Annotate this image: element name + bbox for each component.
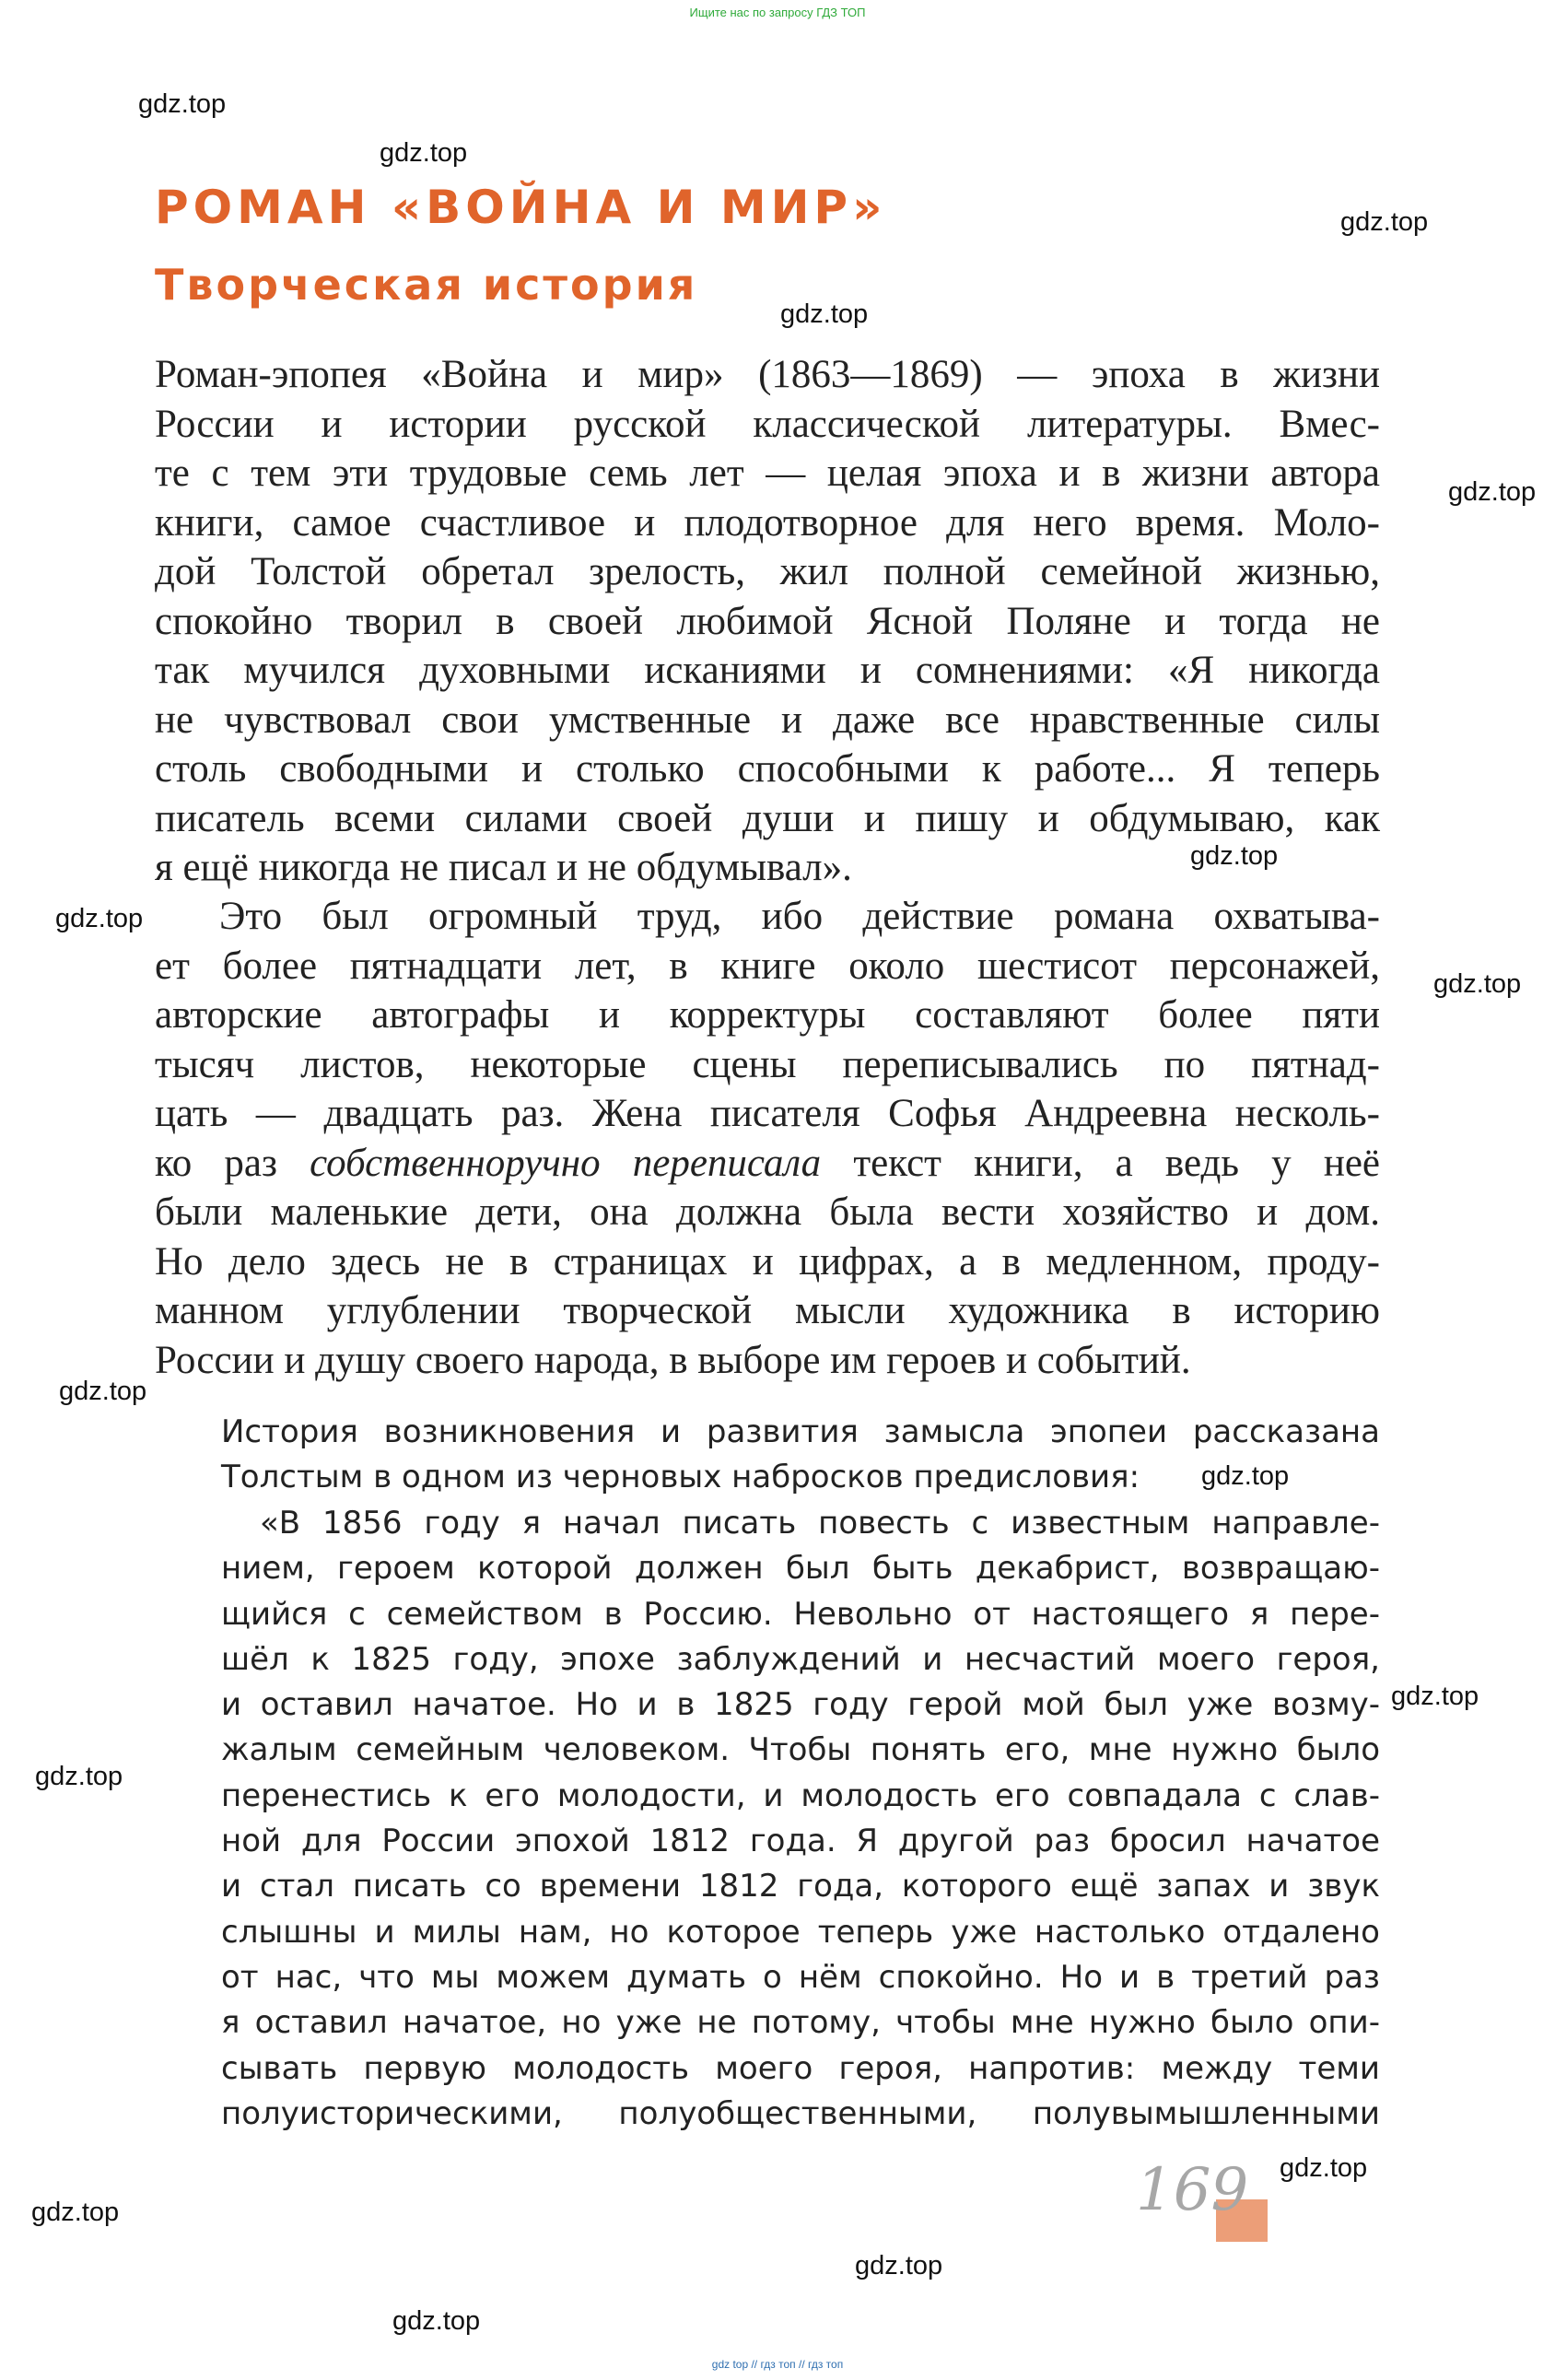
text-line: ет более пятнадцати лет, в книге около шестисот персонажей,	[155, 944, 1380, 988]
watermark: gdz.top	[1190, 841, 1279, 871]
text-line: Роман-эпопея «Война и мир» (1863—1869) — эпоха в жизни	[155, 353, 1380, 396]
text-line: сывать первую молодость моего героя, напротив: между теми	[221, 2049, 1380, 2087]
text-line: и стал писать со времени 1812 года, которого ещё запах и звук	[221, 1868, 1380, 1905]
text-line: «В 1856 году я начал писать повесть с известным направле-	[260, 1505, 1380, 1542]
text-line: шёл к 1825 году, эпохе заблуждений и несчастий моего героя,	[221, 1640, 1380, 1678]
text-line: нием, героем которой должен был быть декабрист, возвращаю-	[221, 1550, 1380, 1588]
watermark: gdz.top	[138, 89, 227, 119]
watermark: gdz.top	[31, 2198, 120, 2227]
watermark: gdz.top	[1433, 969, 1522, 999]
paragraph-2	[155, 892, 1380, 1385]
text-line: перенестись к его молодости, и молодость его совпадала с слав-	[221, 1776, 1380, 1814]
text-line: не чувствовал свои умственные и даже все нравственные силы	[155, 698, 1380, 742]
text-line: спокойно творил в своей любимой Ясной Поляне и тогда не	[155, 599, 1380, 643]
text-line: так мучился духовными исканиями и сомнениями: «Я никогда	[155, 649, 1380, 692]
text-fragment: текст книги, а ведь у неё	[821, 1141, 1381, 1185]
text-line: и оставил начатое. Но и в 1825 году герой мой был уже возму-	[221, 1686, 1380, 1724]
text-line: жалым семейным человеком. Чтобы понять его, мне нужно было	[221, 1731, 1380, 1769]
watermark: gdz.top	[59, 1377, 147, 1406]
watermark: gdz.top	[855, 2251, 943, 2280]
paragraph-1	[155, 350, 1380, 893]
text-line: я ещё никогда не писал и не обдумывал».	[155, 846, 852, 889]
text-line: России и истории русской классической литературы. Вмес-	[155, 402, 1380, 446]
text-line: Это был огромный труд, ибо действие романа охватыва-	[219, 895, 1380, 938]
text-line: я оставил начатое, но уже не потому, чтобы мне нужно было опи-	[221, 2004, 1380, 2042]
watermark: gdz.top	[1448, 477, 1537, 507]
page-number: 169	[1136, 2156, 1249, 2224]
watermark: gdz.top	[380, 138, 468, 168]
text-line: были маленькие дети, она должна была вести хозяйство и дом.	[155, 1190, 1380, 1234]
text-line: полуисторическими, полуобщественными, полувымышленными	[221, 2094, 1380, 2132]
text-line: Но дело здесь не в страницах и цифрах, а в медленном, проду-	[155, 1239, 1380, 1284]
watermark: gdz.top	[392, 2306, 481, 2336]
text-line: щийся с семейством в Россию. Невольно от настоящего я пере-	[221, 1595, 1380, 1633]
bottom-watermark-strip: gdz top // гдз топ // гдз топ	[711, 2358, 844, 2371]
watermark: gdz.top	[1280, 2153, 1368, 2183]
chapter-title: РОМАН «ВОЙНА И МИР»	[155, 181, 887, 234]
italic-emphasis: собственноручно переписала	[310, 1141, 822, 1185]
watermark: gdz.top	[35, 1762, 123, 1791]
text-line: от нас, что мы можем думать о нём спокойно. Но и в третий раз	[221, 1958, 1380, 1996]
text-line: цать — двадцать раз. Жена писателя Софья Андреевна несколь-	[155, 1092, 1380, 1135]
text-line: манном углублении творческой мысли художника в историю	[155, 1289, 1380, 1332]
text-line: История возникновения и развития замысла эпопеи рассказана	[221, 1413, 1380, 1450]
text-line: писатель всеми силами своей души и пишу и обдумываю, как	[155, 796, 1380, 840]
watermark: gdz.top	[1340, 207, 1429, 237]
text-line: книги, самое счастливое и плодотворное для него время. Моло-	[155, 500, 1380, 545]
text-fragment: ко раз	[155, 1141, 310, 1185]
text-line: слышны и милы нам, но которое теперь уже настолько отдалено	[221, 1913, 1380, 1951]
text-line: ной для России эпохой 1812 года. Я другой раз бросил начатое	[221, 1823, 1380, 1860]
text-line: России и душу своего народа, в выборе им героев и событий.	[155, 1338, 1191, 1382]
text-line: те с тем эти трудовые семь лет — целая эпоха и в жизни автора	[155, 451, 1380, 495]
watermark: gdz.top	[780, 299, 869, 329]
text-line: дой Толстой обретал зрелость, жил полной семейной жизнью,	[155, 550, 1380, 593]
text-line: авторские автографы и корректуры составляют более пяти	[155, 993, 1380, 1037]
text-line: столь свободными и столько способными к работе... Я теперь	[155, 747, 1380, 791]
watermark: gdz.top	[1201, 1461, 1290, 1491]
top-search-hint: Ищите нас по запросу ГДЗ ТОП	[689, 6, 866, 19]
watermark: gdz.top	[55, 904, 144, 933]
text-line: Толстым в одном из черновых набросков предисловия:	[221, 1459, 1140, 1496]
excerpt-quote	[221, 1501, 1380, 2137]
section-subtitle: Творческая история	[155, 260, 698, 310]
watermark: gdz.top	[1391, 1682, 1479, 1711]
text-line	[155, 1139, 1380, 1189]
text-line: тысяч листов, некоторые сцены переписывались по пятнад-	[155, 1042, 1380, 1086]
